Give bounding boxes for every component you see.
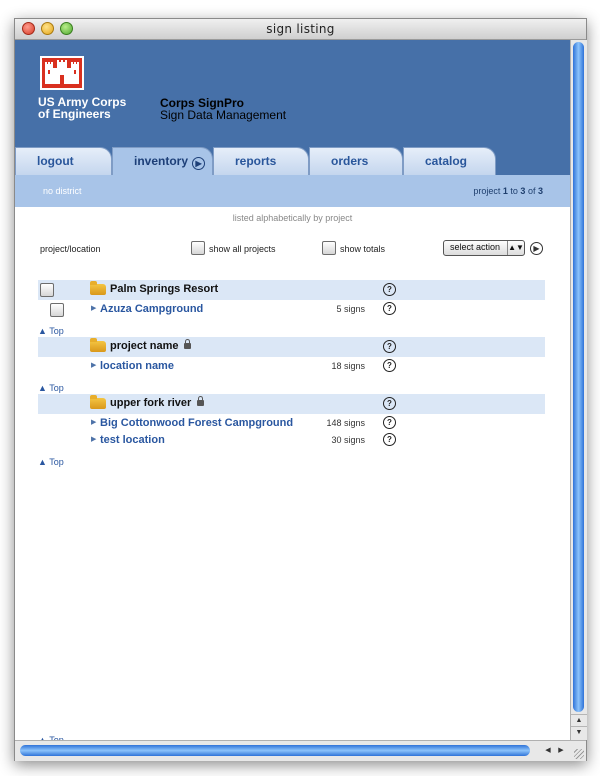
org-line-2: of Engineers (38, 107, 111, 121)
sign-count: 30 signs (331, 435, 365, 445)
caret-up-icon: ▲ (38, 326, 47, 336)
site-header (15, 40, 570, 175)
organization-name (38, 96, 148, 120)
triangle-right-icon: ▶ (91, 305, 97, 312)
caret-up-icon: ▲ (38, 457, 47, 467)
scroll-down-arrow-icon[interactable]: ▼ (571, 726, 587, 739)
project-row (38, 394, 545, 414)
show-all-projects-label: show all projects (209, 244, 276, 254)
show-all-projects-option[interactable] (191, 241, 276, 255)
go-arrow-button[interactable]: ▶ (530, 242, 543, 255)
tab-orders[interactable] (309, 147, 403, 175)
main-tabs (15, 147, 570, 175)
back-to-top-link[interactable] (38, 457, 64, 467)
top-label: Top (49, 457, 64, 467)
help-icon[interactable]: ? (383, 283, 396, 296)
updown-arrows-icon: ▲▼ (507, 241, 524, 255)
location-link[interactable]: Azuza Campground (100, 303, 204, 315)
paging-to: 3 (520, 186, 526, 196)
title-bar[interactable] (15, 19, 586, 40)
sign-count: 18 signs (331, 361, 365, 371)
vertical-scrollbar[interactable] (570, 40, 587, 740)
scroll-right-arrow-icon[interactable]: ▶ (558, 747, 564, 754)
show-totals-checkbox[interactable] (322, 241, 336, 255)
help-icon[interactable]: ? (383, 340, 396, 353)
project-name (110, 340, 191, 352)
vertical-scroll-thumb[interactable] (573, 42, 584, 712)
location-row (38, 415, 545, 432)
project-name (110, 397, 204, 409)
location-row (38, 358, 545, 375)
folder-open-icon (90, 284, 106, 295)
project-name-text: upper fork river (110, 397, 192, 409)
triangle-right-icon: ▶ (91, 436, 97, 443)
tab-inventory[interactable] (112, 147, 213, 177)
org-line-1: US Army Corps (38, 95, 127, 109)
top-label: Top (49, 326, 64, 336)
back-to-top-link[interactable] (38, 326, 64, 336)
action-select[interactable] (443, 240, 525, 256)
triangle-right-icon: ▶ (91, 362, 97, 369)
location-row (38, 432, 545, 449)
back-to-top-link[interactable] (38, 383, 64, 393)
arrow-right-circle-icon: ▶ (192, 157, 205, 170)
help-icon[interactable]: ? (383, 433, 396, 446)
tab-orders-label: orders (331, 154, 369, 168)
page-content (15, 40, 570, 739)
browser-window (14, 18, 587, 761)
location-checkbox[interactable] (50, 303, 64, 317)
project-name: Palm Springs Resort (110, 283, 219, 295)
tab-logout-label: logout (37, 154, 74, 168)
help-icon[interactable]: ? (383, 416, 396, 429)
sort-note: listed alphabetically by project (232, 213, 353, 223)
help-icon[interactable]: ? (383, 397, 396, 410)
location-link[interactable]: Big Cottonwood Forest Campground (100, 417, 294, 429)
triangle-right-icon: ▶ (91, 419, 97, 426)
tab-reports-label: reports (235, 154, 277, 168)
tab-logout[interactable] (15, 147, 112, 175)
top-label: Top (49, 383, 64, 393)
sign-count: 148 signs (326, 418, 365, 428)
scroll-left-arrow-icon[interactable]: ◀ (545, 747, 551, 754)
show-all-projects-checkbox[interactable] (191, 241, 205, 255)
tab-inventory-label: inventory (134, 154, 189, 168)
location-link[interactable]: location name (100, 360, 174, 372)
location-link[interactable]: test location (100, 434, 165, 446)
lock-icon (197, 400, 204, 406)
project-checkbox[interactable] (40, 283, 54, 297)
district-label: no district (43, 186, 82, 196)
tab-catalog-label: catalog (425, 154, 468, 168)
location-row (38, 301, 545, 318)
resize-grip-icon[interactable] (574, 749, 584, 759)
paging-to-word: to (510, 186, 518, 196)
project-name-text: project name (110, 340, 179, 352)
help-icon[interactable]: ? (383, 359, 396, 372)
district-bar (15, 175, 570, 207)
paging-total: 3 (537, 186, 543, 196)
paging-from: 1 (502, 186, 508, 196)
action-select-value: select action (450, 242, 501, 252)
castle-logo-icon (40, 56, 84, 90)
folder-open-icon (90, 341, 106, 352)
paging-prefix: project (473, 186, 501, 196)
tab-reports[interactable] (213, 147, 309, 175)
show-totals-label: show totals (340, 244, 386, 254)
sign-count: 5 signs (336, 304, 365, 314)
paging-of-word: of (527, 186, 536, 196)
list-header: project/location (40, 244, 101, 254)
app-subtitle: Sign Data Management (160, 108, 287, 122)
app-name: Corps SignPro (160, 96, 245, 110)
lock-icon (184, 343, 191, 349)
window-title: sign listing (266, 22, 335, 36)
project-row (38, 337, 545, 357)
horizontal-scrollbar[interactable] (15, 740, 586, 761)
pagination-status (473, 186, 543, 196)
folder-open-icon (90, 398, 106, 409)
tab-catalog[interactable] (403, 147, 496, 175)
scroll-up-arrow-icon[interactable]: ▲ (571, 714, 587, 727)
show-totals-option[interactable] (322, 241, 385, 255)
caret-up-icon: ▲ (38, 383, 47, 393)
help-icon[interactable]: ? (383, 302, 396, 315)
project-row (38, 280, 545, 300)
horizontal-scroll-thumb[interactable] (20, 745, 530, 756)
